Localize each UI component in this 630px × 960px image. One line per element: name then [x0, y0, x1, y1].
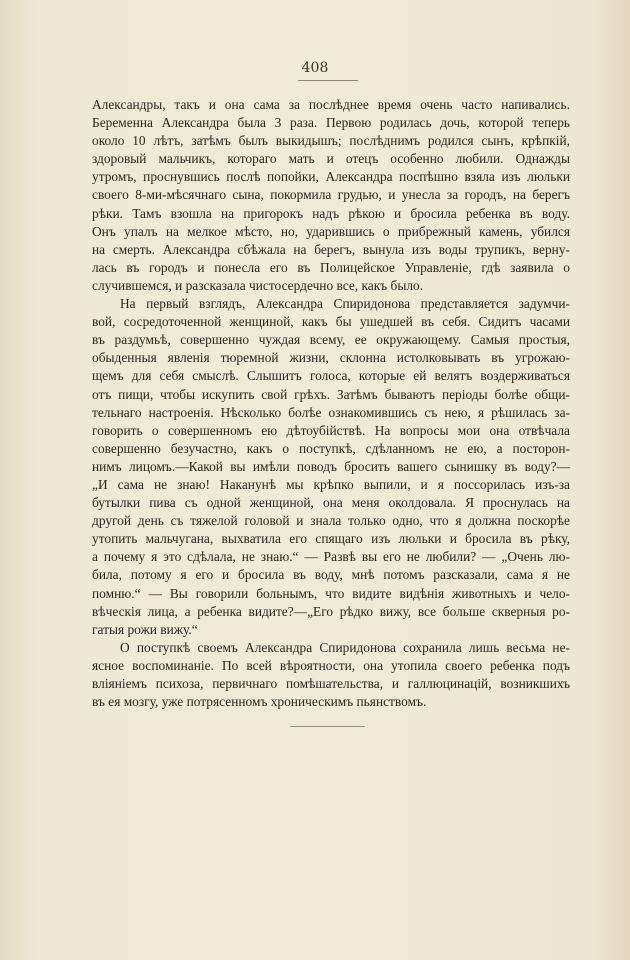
text-line: утромъ, проснувшись послѣ попойки, Александра поспѣшно взяла изъ люльки	[92, 169, 570, 185]
text-line: своего 8-ми-мѣсячнаго сына, покормила грудью, и унесла за городъ, на берегъ	[92, 187, 570, 203]
text-line: вой, сосредоточенной женщиной, какъ бы ушедшей въ себя. Сидитъ часами	[92, 314, 570, 330]
text-line: а почему я это сдѣлала, не знаю.“ — Развѣ вы его не любили? — „Очень лю-	[92, 549, 570, 565]
text-line: помню.“ — Вы говорили больнымъ, что видите видѣнія животныхъ и чело-	[92, 585, 570, 601]
text-line: щемъ для себя смыслѣ. Слышитъ голоса, которые ей велятъ воздерживаться	[92, 368, 570, 384]
text-line: около 10 лѣтъ, затѣмъ былъ выкидышъ; послѣднимъ родился сынъ, крѣпкій,	[92, 133, 570, 149]
page-number: 408	[301, 60, 329, 76]
text-line: здоровый мальчикъ, котораго мать и отецъ особенно любили. Однажды	[92, 151, 570, 167]
text-line: отъ пищи, чтобы искупить свой грѣхъ. Затѣмъ бываютъ періоды болѣе общи-	[92, 386, 570, 402]
text-line: обыденныя явленія тюремной жизни, склонна истолковывать въ угрожаю-	[92, 350, 570, 366]
text-line: въ ея мозгу, уже потрясенномъ хроническимъ пьянствомъ.	[92, 694, 427, 710]
text-line: Беременна Александра была 3 раза. Первою родилась дочь, которой теперь	[92, 115, 570, 131]
text-line: вѣческія лица, а ребенка видите?—„Его рѣдко вижу, все больше скверныя ро-	[92, 603, 570, 619]
text-line: тельнаго настроенія. Нѣсколько болѣе ознакомившись съ нею, я рѣшилась за-	[92, 404, 570, 420]
text-line: била, потому я его и бросила въ воду, мнѣ потомъ разсказали, сама я не	[92, 567, 570, 583]
body-text	[92, 96, 570, 711]
text-line: нимъ лицомъ.—Какой вы имѣли поводъ бросить вашего сынишку въ воду?—	[92, 458, 570, 474]
section-end-rule	[290, 726, 365, 727]
header-rule	[298, 80, 358, 81]
text-line: гатыя рожи вижу.“	[92, 621, 198, 637]
text-line: утопить мальчугана, выхватила его спящаго изъ люльки и бросила въ рѣку,	[92, 531, 570, 547]
text-line: ясное воспоминаніе. По всей вѣроятности, она утопила своего ребенка подъ	[92, 657, 570, 673]
text-line: бутылки пива съ одной женщиной, она меня околдовала. Я проснулась на	[92, 495, 570, 511]
text-line: другой день съ тяжелой головой и знала только одно, что я должна поскорѣе	[92, 513, 570, 529]
text-line: Александры, такъ и она сама за послѣднее время очень часто напивались.	[92, 97, 570, 112]
text-line: вліяніемъ психоза, первичнаго помѣшательства, и галлюцинацій, возникшихъ	[92, 676, 570, 691]
text-line: случившемся, и разсказала чистосердечно все, какъ было.	[92, 277, 424, 293]
text-line: говорить о совершенномъ ею дѣтоубійствѣ. На вопросы мои она отвѣчала	[92, 422, 570, 438]
text-line: Онъ упалъ на мелкое мѣсто, но, ударившись о прибрежный камень, убился	[92, 223, 570, 239]
text-line: рѣки. Тамъ взошла на пригорокъ надъ рѣкою и бросила ребенка въ воду.	[92, 205, 570, 221]
text-line: лась въ городъ и понесла его въ Полицейское Управленіе, гдѣ заявила о	[92, 259, 570, 275]
text-line: На первый взглядъ, Александра Спиридонова представляется задумчи-	[120, 296, 570, 312]
text-line: совершенно безучастно, какъ о поступкѣ, сдѣланномъ не ею, а посторон-	[92, 440, 570, 456]
text-line: въ раздумьѣ, совершенно чуждая всему, ее окружающему. Самыя простыя,	[92, 332, 570, 348]
text-line: „И сама не знаю! Наканунѣ мы крѣпко выпили, и я поссорилась изъ-за	[92, 476, 570, 492]
text-line: О поступкѣ своемъ Александра Спиридонова сохранила лишь весьма не-	[120, 639, 570, 655]
text-line: на смерть. Александра сбѣжала на берегъ, вынула изъ воды трупикъ, верну-	[92, 241, 570, 257]
